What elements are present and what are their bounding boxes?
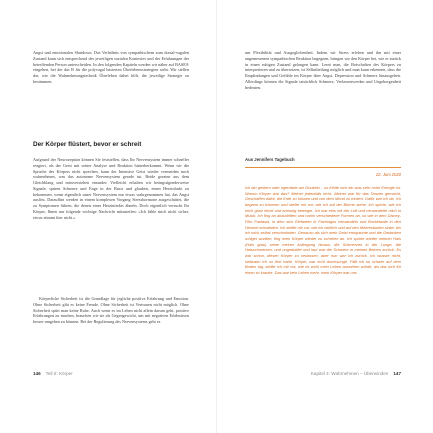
left-paragraph-neuroception <box>33 157 189 220</box>
diary-entry <box>245 185 401 276</box>
left-paragraph-safety <box>33 296 189 325</box>
left-paragraph-safety-text: Körperliche Sicherheit ist die Grundlage für jegliche positive Erfahrung und Emotion. Ohne Sicherheit gibt es keine Freude. Ohne Sicherheit ist Vertrauen nicht möglich. Ohne Sicherheit spürt man keine Ruhe. Auch wenn es im Leben nicht allein darum geht, positive Erfahrungen zu machen, brauchen wir sie als Gegengewicht, um mit negativen Erlebnissen besser umgehen zu können. Bei der Regulierung des Nervensystems geht es <box>33 296 189 324</box>
diary-box-title: Aus Jennifers Tagebuch <box>245 157 295 162</box>
right-paragraph-flexibility <box>245 50 401 90</box>
right-page <box>217 0 433 433</box>
diary-divider <box>245 167 401 168</box>
right-paragraph-flexibility-text: um Flexibilität und Ausgeglichenheit. Indem wir Stress erleben und ihn mit einer angemessenen sympathischen Reaktion begegnen, bringen wir den Körper bei, wie er zurück in einen ruhigen Zustand gelangen kann. Lernt man, die Botschaften des Körpers zu interpretieren und zu übersetzen, ist Selbstheilung möglich und man kann erkennen, dass die Empfindungen und Gefühle im Körper über Angst, Depression und Schmerz hinausgehen. Allerdings können die Signale tatsächlich Schmerz, Verlassenwerden und Ungeborgenheit bedeuten. <box>245 50 401 90</box>
diary-date: 22. Juni 2020 <box>375 172 401 177</box>
running-footer-part: Teil II: Körper <box>45 371 73 376</box>
left-paragraph-intro <box>33 50 189 85</box>
section-heading: Der Körper flüstert, bevor er schreit <box>33 141 142 148</box>
running-footer-chapter: Kapitel 4: Wahrnehmen – Überwinden <box>310 371 389 376</box>
left-paragraph-intro-text: Angst und emotionalen Shutdown. Das Verhältnis von sympathischem zum dorsal-vagalen Zustand kann sich entsprechend des jeweiligen sozialen Kontextes und der Erfahrungen der betreffenden Person unterscheiden. In den folgenden Kapiteln werden wir näher auf BASE® eingehen, bei der das B für die polyvagal basierten Überlebensstrategien steht. Wir stellen dar, wie die Wahrnehmungstechnik Überleben dabei hilft, die jeweilige Strategie zu bestimmen. <box>33 50 189 84</box>
right-page-footer <box>311 371 401 376</box>
left-page <box>0 0 216 433</box>
page-number: 146 <box>33 371 41 376</box>
left-paragraph-neuroception-text: Aufgrund der Neurozeption können Sie feststellen, dass Ihr Nervensystem immer schneller reagiert, als der Geist mit seiner Analyse und Reaktion hinterherkommt. Wenn wir die Sprache des Körpers nicht sprechen, kann der Intensive Geist wieder vermeiden noch wahrnehmen, was das autonome Nervensystem gerade tut. Beide geraten aus dem Gleichklang und missverstehen einander. Vielleicht erhalten wir beängstigenderweise Signale, spüren Schmerz und Enge in der Brust und glauben, einen Herzinfarkt zu bekommen, wenn eigentlich unser Nervensystem nur etwas wahrgenommen hat, das Angst auslöst. Daraufhin werden in einem komplexen Vorgang Stresshormone ausgeschüttet, die zu Symptomen führen, die denen eines Herzinfarkts ähneln. Doch eigentlich versucht Ihr Körper, Ihnen nur folgende wichtige Nachricht mitzuteilen: »Ich fühle mich nicht sicher, etwas stimmt hier nicht.« <box>33 157 189 220</box>
left-page-footer <box>33 371 73 376</box>
diary-entry-text: Ich bin gestern oder irgendwie am Dunkeln... so fühlte sich ein was sehr hohe Energie ist. Warum Körper war das? Meiner jedenfalls nicht. Meiner war für das Tanzen gemacht, Geschaffen dafür, die Erde zu küssen und von dem Mond zu trinken. Dafür war ich da. Ich begann zu träumen und stellte mir vor, wie ich auf der Bühne stehe. Ich spürte, wie ich mich ganz leicht und anmutig bewegte. Ich war eins mit der Luft und verwandelte mich in Musik. Ich fing an abzudriften und nahm verschiedene Formen an, so wie in dem Disney-Film Fantasia, in dem sich Elefanten in Flamingos verwandeln und Buckelwale in den Himmel schwebten. Ich stellte mir vor, wie ich wirklich und auf den Meeresboden sinke, bis ich mich selbst verschwinden. Genauso als sich mein Geist entspannte und die Gedanken ruhiger wurden, fing mein Körper wieder zu schreien an. Ich spürte wieder meinen Hals (Hals grau) seine meiner Aufregung hinaus, die Schmerzen in der Lunge, die Halsschmerzen, und ungeduldet und laut war die Schwere in meinen Beinen zurück. Es war schon, diesen Körper zu verlassen, aber nun war ich zurück. Ich wusste nicht, seitwann ich so fest hatte. Körper, war echt durchsunge. Fällt ich so schwer auf dem Boden lag, stellte ich mir vor, wie es wohl mein Leben aussehen würde, als das sich für einen so kranke. Das war kein Leben mehr, mein Körper war uns <box>245 185 401 275</box>
page-number: 147 <box>393 371 401 376</box>
